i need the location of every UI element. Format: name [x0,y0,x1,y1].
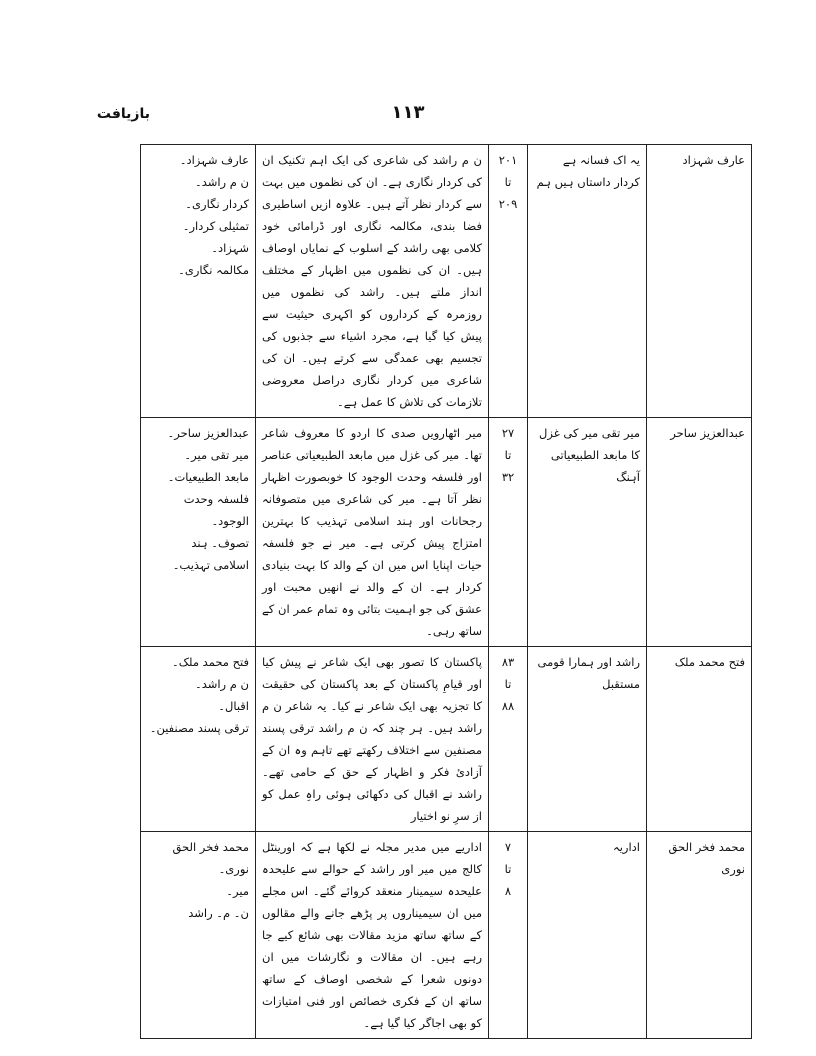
keyword: محمد فخر الحق نوری۔ [172,840,249,876]
page-range-part: ۳۲ [501,470,515,484]
table-row [141,145,752,418]
title-cell: یہ اک فسانہ ہے کردار داستاں ہیں ہم [528,145,647,418]
page-range-part: ۷ [504,840,512,854]
pages-cell [489,145,528,418]
summary-cell: اداریے میں مدیر مجلہ نے لکھا ہے کہ اورینٹل کالج میں میر اور راشد کے حوالے سے علیحدہ علیحدہ سیمینار منعقد کروائے گئے۔ اس مجلے میں ان سیمیناروں پر پڑھے جانے والے مقالوں کے ساتھ ساتھ مزید مقالات بھی شائع کیے جا رہے ہیں۔ ان مقالات و نگارشات میں ان دونوں شعرا کے شخصی اوصاف کے ساتھ ساتھ ان کے فکری خصائص اور فنی امتیازات کو بھی اجاگر کیا گیا ہے۔ [256,832,489,1039]
pages-cell [489,418,528,647]
keyword: تمثیلی کردار۔ [182,219,249,233]
keyword: ن م راشد۔ [194,175,249,189]
author-cell: محمد فخر الحق نوری [647,832,752,1039]
keyword: مکالمہ نگاری۔ [178,263,249,277]
author-cell: فتح محمد ملک [647,647,752,832]
keywords-cell [141,832,256,1039]
keyword: ترقی پسند مصنفین۔ [149,721,249,735]
keyword: ن م راشد۔ [194,677,249,691]
page-number: ۱۱۳ [391,102,425,123]
table-row [141,418,752,647]
summary-cell: ن م راشد کی شاعری کی ایک اہم تکنیک ان کی کردار نگاری ہے۔ ان کی نظموں میں بہت سے کردار نظر آتے ہیں۔ علاوہ ازیں اساطیری فضا بندی، مکالمہ نگاری اور ڈرامائی خود کلامی بھی راشد کے اسلوب کے نمایاں اوصاف ہیں۔ ان کی نظموں میں اظہار کے مختلف انداز ملتے ہیں۔ راشد کی نظموں میں روزمرہ کے کرداروں کو اکہری حیثیت سے پیش کیا گیا ہے، مجرد اشیاء سے جذبوں کی تجسیم بھی عمدگی سے کرتے ہیں۔ ان کی شاعری میں کردار نگاری دراصل معروضی تلازمات کی تلاش کا عمل ہے۔ [256,145,489,418]
keyword: تصوف۔ ہند [191,536,249,550]
keyword: اسلامی تہذیب۔ [172,558,249,572]
page-range-part: تا [504,175,512,189]
keywords-cell [141,418,256,647]
page-range-part: ۸۸ [501,699,515,713]
index-table [140,144,752,1039]
title-cell: راشد اور ہمارا قومی مستقبل [528,647,647,832]
keyword: عارف شہزاد۔ [179,153,249,167]
keyword: عبدالعزیز ساحر۔ [167,426,249,440]
page-range-part: ۸ [504,884,512,898]
keyword: میر۔ [226,884,249,898]
author-cell: عبدالعزیز ساحر [647,418,752,647]
keyword: فلسفہ وحدت [183,492,249,506]
page-range-part: ۲۷ [501,426,515,440]
page-range-part: تا [504,677,512,691]
author-cell: عارف شہزاد [647,145,752,418]
running-head-title: بازیافت [96,106,150,122]
keywords-cell [141,145,256,418]
keyword: شہزاد۔ [211,241,249,255]
keyword: اقبال۔ [218,699,249,713]
summary-cell: پاکستان کا تصور بھی ایک شاعر نے پیش کیا اور قیامِ پاکستان کے بعد پاکستان کی حقیقت کا تجزیہ بھی ایک شاعر نے کیا۔ یہ شاعر ن م راشد ہیں۔ ہر چند کہ ن م راشد ترقی پسند مصنفین سے اختلاف رکھتے تھے تاہم وہ ان کے آزادیٔ فکر و اظہار کے حق کے حامی تھے۔ راشد نے اقبال کی دکھائی ہوئی راہِ عمل کو از سرِ نو اختیار [256,647,489,832]
pages-cell [489,832,528,1039]
keyword: ن۔ م۔ راشد [188,906,249,920]
keyword: فتح محمد ملک۔ [172,655,249,669]
table-row [141,647,752,832]
page-range-part: ۲۰۹ [498,197,518,211]
page-range-part: تا [504,862,512,876]
title-cell: اداریہ [528,832,647,1039]
keywords-cell [141,647,256,832]
title-cell: میر تقی میر کی غزل کا مابعد الطبیعیاتی آہنگ [528,418,647,647]
summary-cell: میر اٹھارویں صدی کا اردو کا معروف شاعر تھا۔ میر کی غزل میں مابعد الطبیعیاتی عناصر اور فلسفہ وحدت الوجود کا خوبصورت اظہار نظر آتا ہے۔ میر کی شاعری میں متصوفانہ رجحانات اور ہند اسلامی تہذیب کا بہترین امتزاج پیش کرتی ہے۔ میر نے جو فلسفہ حیات اپنایا اس میں ان کے والد کا بہت بنیادی کردار ہے۔ ان کے والد نے انھیں محبت اور عشق کی جو اہمیت بتائی وہ تمام عمر ان کے ساتھ رہی۔ [256,418,489,647]
page-range-part: تا [504,448,512,462]
table-row [141,832,752,1039]
keyword: الوجود۔ [211,514,249,528]
page-range-part: ۲۰۱ [498,153,518,167]
pages-cell [489,647,528,832]
keyword: مابعد الطبیعیات۔ [167,470,249,484]
keyword: میر تقی میر۔ [184,448,249,462]
page-range-part: ۸۳ [501,655,515,669]
keyword: کردار نگاری۔ [185,197,249,211]
